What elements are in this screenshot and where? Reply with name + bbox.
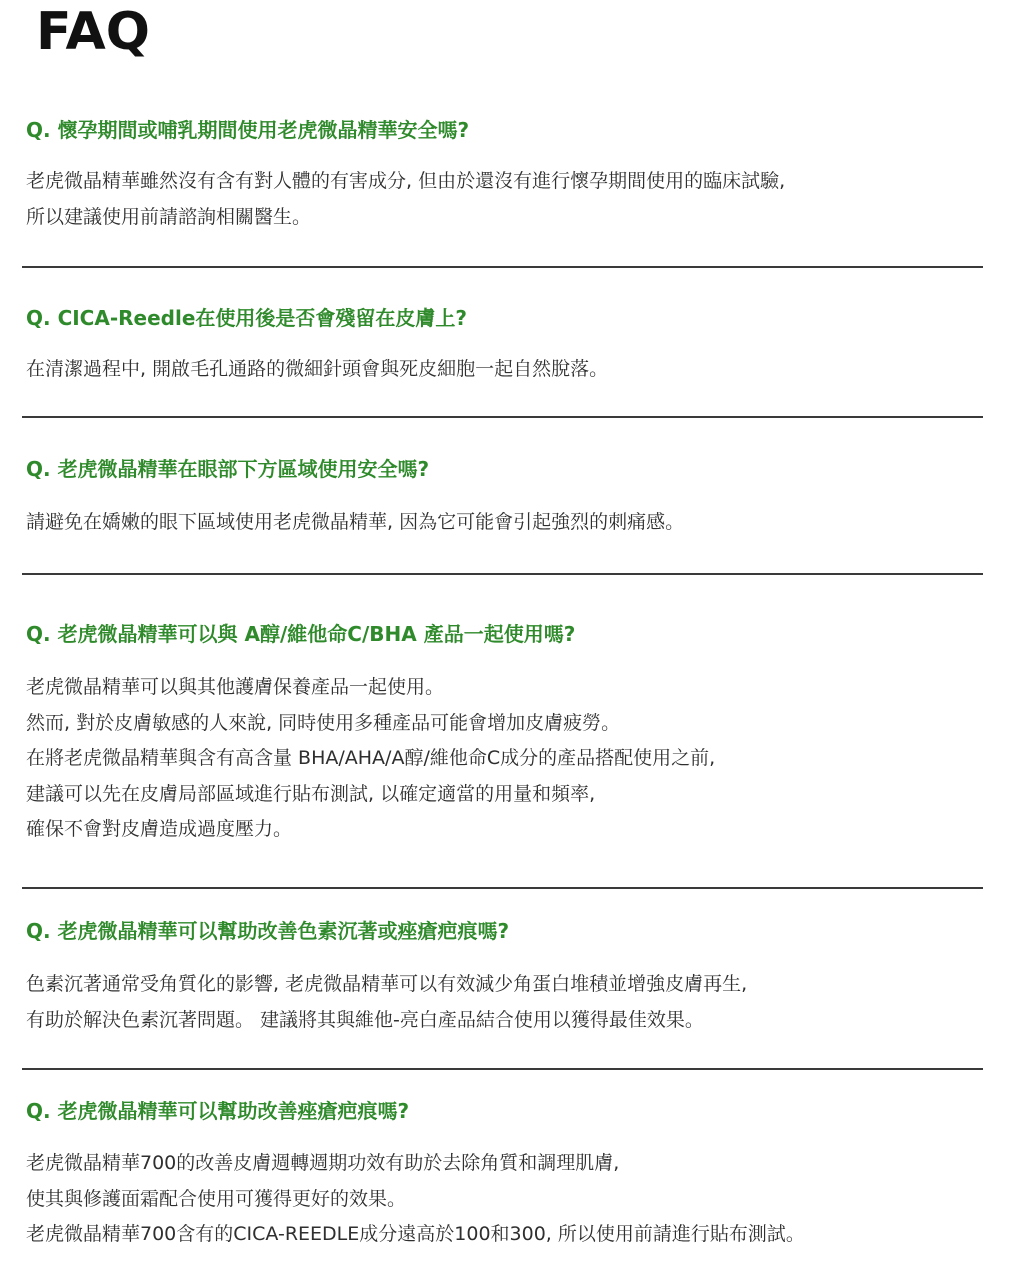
faq-answer-line: 老虎微晶精華雖然沒有含有對人體的有害成分, 但由於還沒有進行懷孕期間使用的臨床試驗, [26,170,786,192]
faq-question: Q. 老虎微晶精華可以與 A醇/維他命C/BHA 產品一起使用嗎? [26,622,576,646]
divider [22,887,983,889]
faq-answer-line: 老虎微晶精華700含有的CICA-REEDLE成分遠高於100和300, 所以使用前請進行貼布測試。 [26,1223,805,1245]
faq-item [26,455,983,541]
faq-item [26,116,983,235]
faq-question: Q. CICA-Reedle在使用後是否會殘留在皮膚上? [26,306,468,330]
divider [22,416,983,418]
faq-item [26,304,983,388]
faq-answer [26,164,983,235]
page-title: FAQ [36,2,151,62]
faq-question: Q. 老虎微晶精華可以幫助改善痤瘡疤痕嗎? [26,1099,410,1123]
faq-answer-line: 老虎微晶精華可以與其他護膚保養產品一起使用。 [26,676,445,698]
faq-answer-line: 在將老虎微晶精華與含有高含量 BHA/AHA/A醇/維他命C成分的產品搭配使用之前, [26,747,716,769]
faq-answer-line: 在清潔過程中, 開啟毛孔通路的微細針頭會與死皮細胞一起自然脫落。 [26,358,609,380]
faq-answer-line: 請避免在嬌嫩的眼下區域使用老虎微晶精華, 因為它可能會引起強烈的刺痛感。 [26,511,685,533]
faq-item [26,620,983,848]
faq-item [26,1097,983,1253]
faq-item [26,917,983,1038]
faq-question: Q. 老虎微晶精華在眼部下方區域使用安全嗎? [26,457,430,481]
faq-answer [26,670,983,848]
faq-answer-line: 然而, 對於皮膚敏感的人來說, 同時使用多種產品可能會增加皮膚疲勞。 [26,711,621,734]
divider [22,573,983,575]
faq-answer-line: 所以建議使用前請諮詢相關醫生。 [26,205,312,228]
faq-answer-line: 色素沉著通常受角質化的影響, 老虎微晶精華可以有效減少角蛋白堆積並增強皮膚再生, [26,973,748,995]
divider [22,1068,983,1070]
faq-question: Q. 懷孕期間或哺乳期間使用老虎微晶精華安全嗎? [26,118,470,142]
faq-answer-line: 確保不會對皮膚造成過度壓力。 [26,818,293,840]
faq-answer [26,505,983,541]
faq-answer [26,1146,983,1253]
faq-answer [26,967,983,1038]
faq-answer-line: 老虎微晶精華700的改善皮膚週轉週期功效有助於去除角質和調理肌膚, [26,1152,620,1174]
divider [22,266,983,268]
faq-answer-line: 有助於解決色素沉著問題。 建議將其與維他-亮白產品結合使用以獲得最佳效果。 [26,1008,704,1031]
faq-answer-line: 建議可以先在皮膚局部區域進行貼布測試, 以確定適當的用量和頻率, [26,782,596,805]
faq-answer-line: 使其與修護面霜配合使用可獲得更好的效果。 [26,1187,407,1210]
faq-answer [26,352,983,388]
faq-question: Q. 老虎微晶精華可以幫助改善色素沉著或痤瘡疤痕嗎? [26,919,510,943]
